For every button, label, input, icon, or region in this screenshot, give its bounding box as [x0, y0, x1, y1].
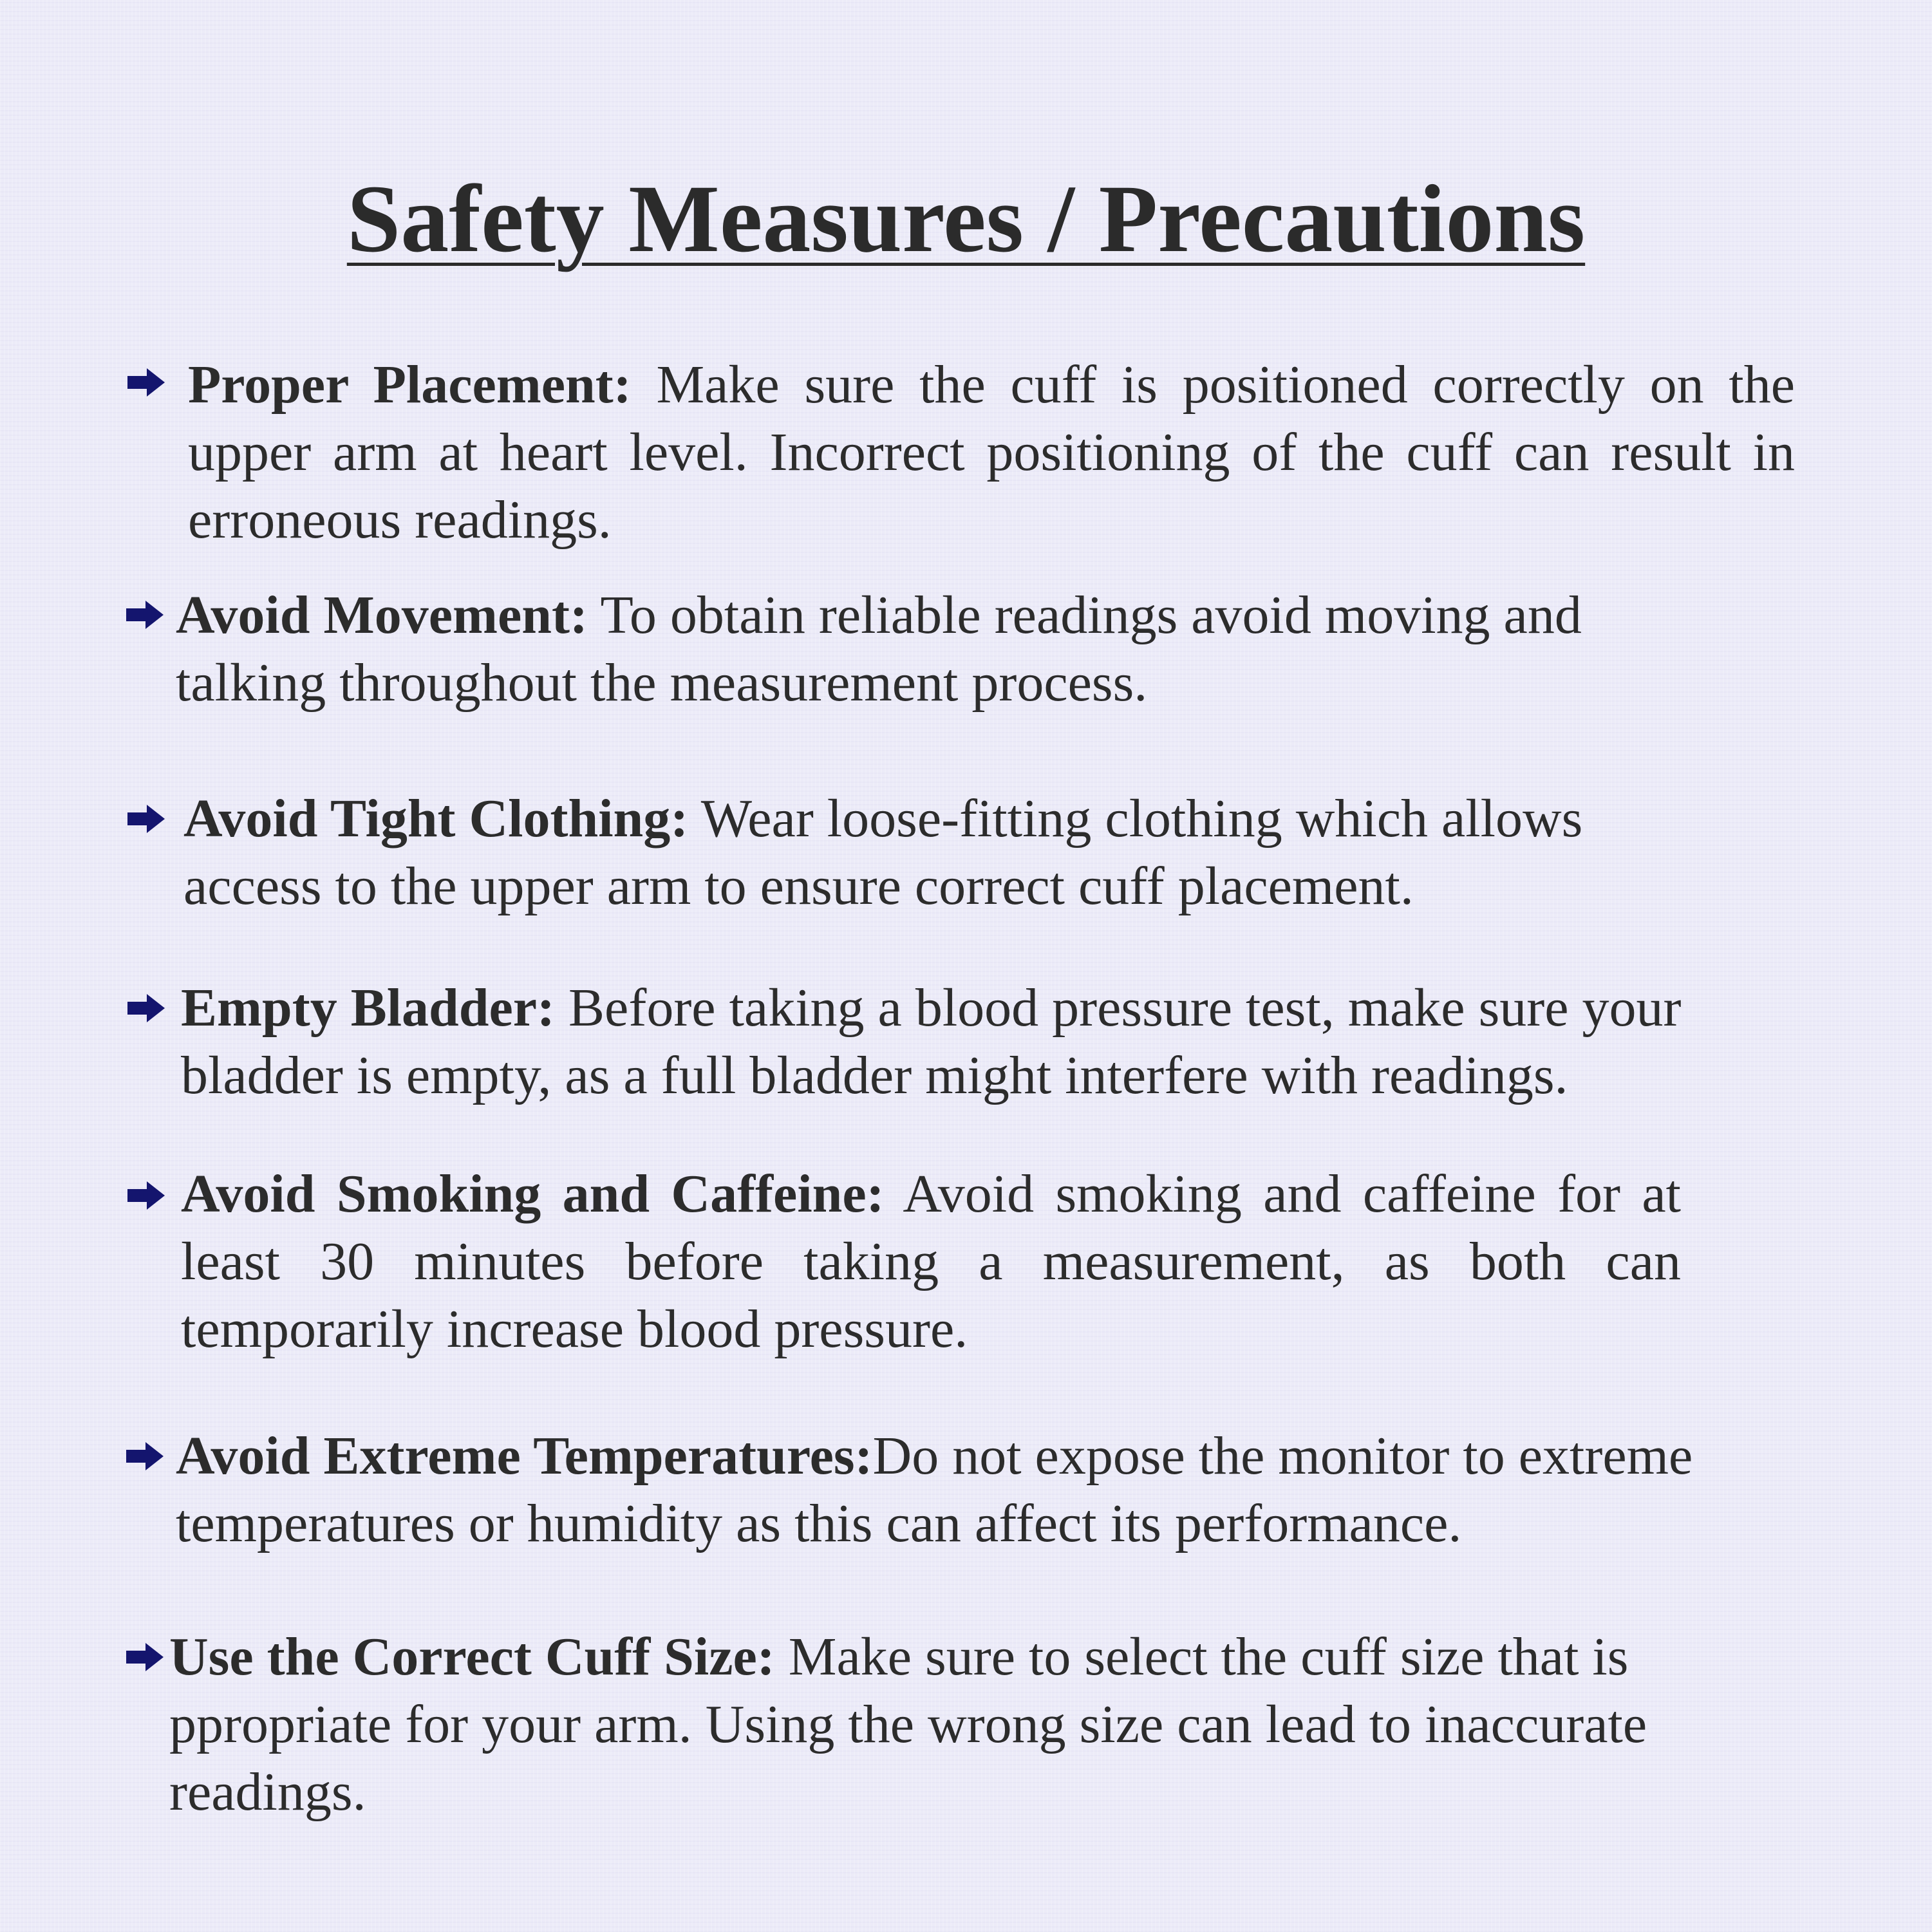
page-title-text: Safety Measures / Precautions [346, 165, 1586, 272]
right-arrow-icon [126, 1442, 164, 1470]
right-arrow-icon [127, 368, 165, 397]
item-heading: Avoid Smoking and Caffeine: [181, 1164, 885, 1224]
list-item [188, 351, 1795, 554]
list-item [181, 974, 1810, 1109]
item-heading: Avoid Extreme Temperatures: [176, 1426, 873, 1486]
item-text: Do not expose the monitor to extreme temperatures or humidity as this can affect its performance. [176, 1426, 1693, 1553]
list-item [176, 581, 1702, 717]
page-title [0, 164, 1932, 274]
item-text: To obtain reliable readings avoid moving and talking throughout the measurement process. [176, 585, 1582, 713]
item-heading: Avoid Movement: [176, 585, 588, 645]
item-heading: Avoid Tight Clothing: [183, 789, 689, 849]
right-arrow-icon [127, 994, 165, 1022]
item-heading: Use the Correct Cuff Size: [169, 1627, 775, 1687]
item-text: Make sure the cuff is positioned correctly on the upper arm at heart level. Incorrect positioning of the cuff can result in erroneous readings. [188, 355, 1795, 550]
item-text: Make sure to select the cuff size that is ppropriate for your arm. Using the wrong size can lead to inaccurate readings. [169, 1627, 1647, 1822]
right-arrow-icon [126, 1643, 164, 1671]
list-item [181, 1160, 1681, 1363]
right-arrow-icon [127, 1181, 165, 1210]
right-arrow-icon [126, 601, 164, 629]
item-text: Before taking a blood pressure test, make sure your bladder is empty, as a full bladder might interfere with readings. [181, 978, 1682, 1105]
item-text: Wear loose-fitting clothing which allows access to the upper arm to ensure correct cuff placement. [183, 789, 1583, 916]
item-heading: Proper Placement: [188, 355, 632, 415]
list-item [183, 785, 1703, 920]
list-item [169, 1623, 1766, 1826]
right-arrow-icon [127, 805, 165, 833]
item-heading: Empty Bladder: [181, 978, 556, 1038]
item-text: Avoid smoking and caffeine for at least 30 minutes before taking a measurement, as both can temporarily increase blood pressure. [181, 1164, 1681, 1359]
list-item [176, 1422, 1824, 1557]
